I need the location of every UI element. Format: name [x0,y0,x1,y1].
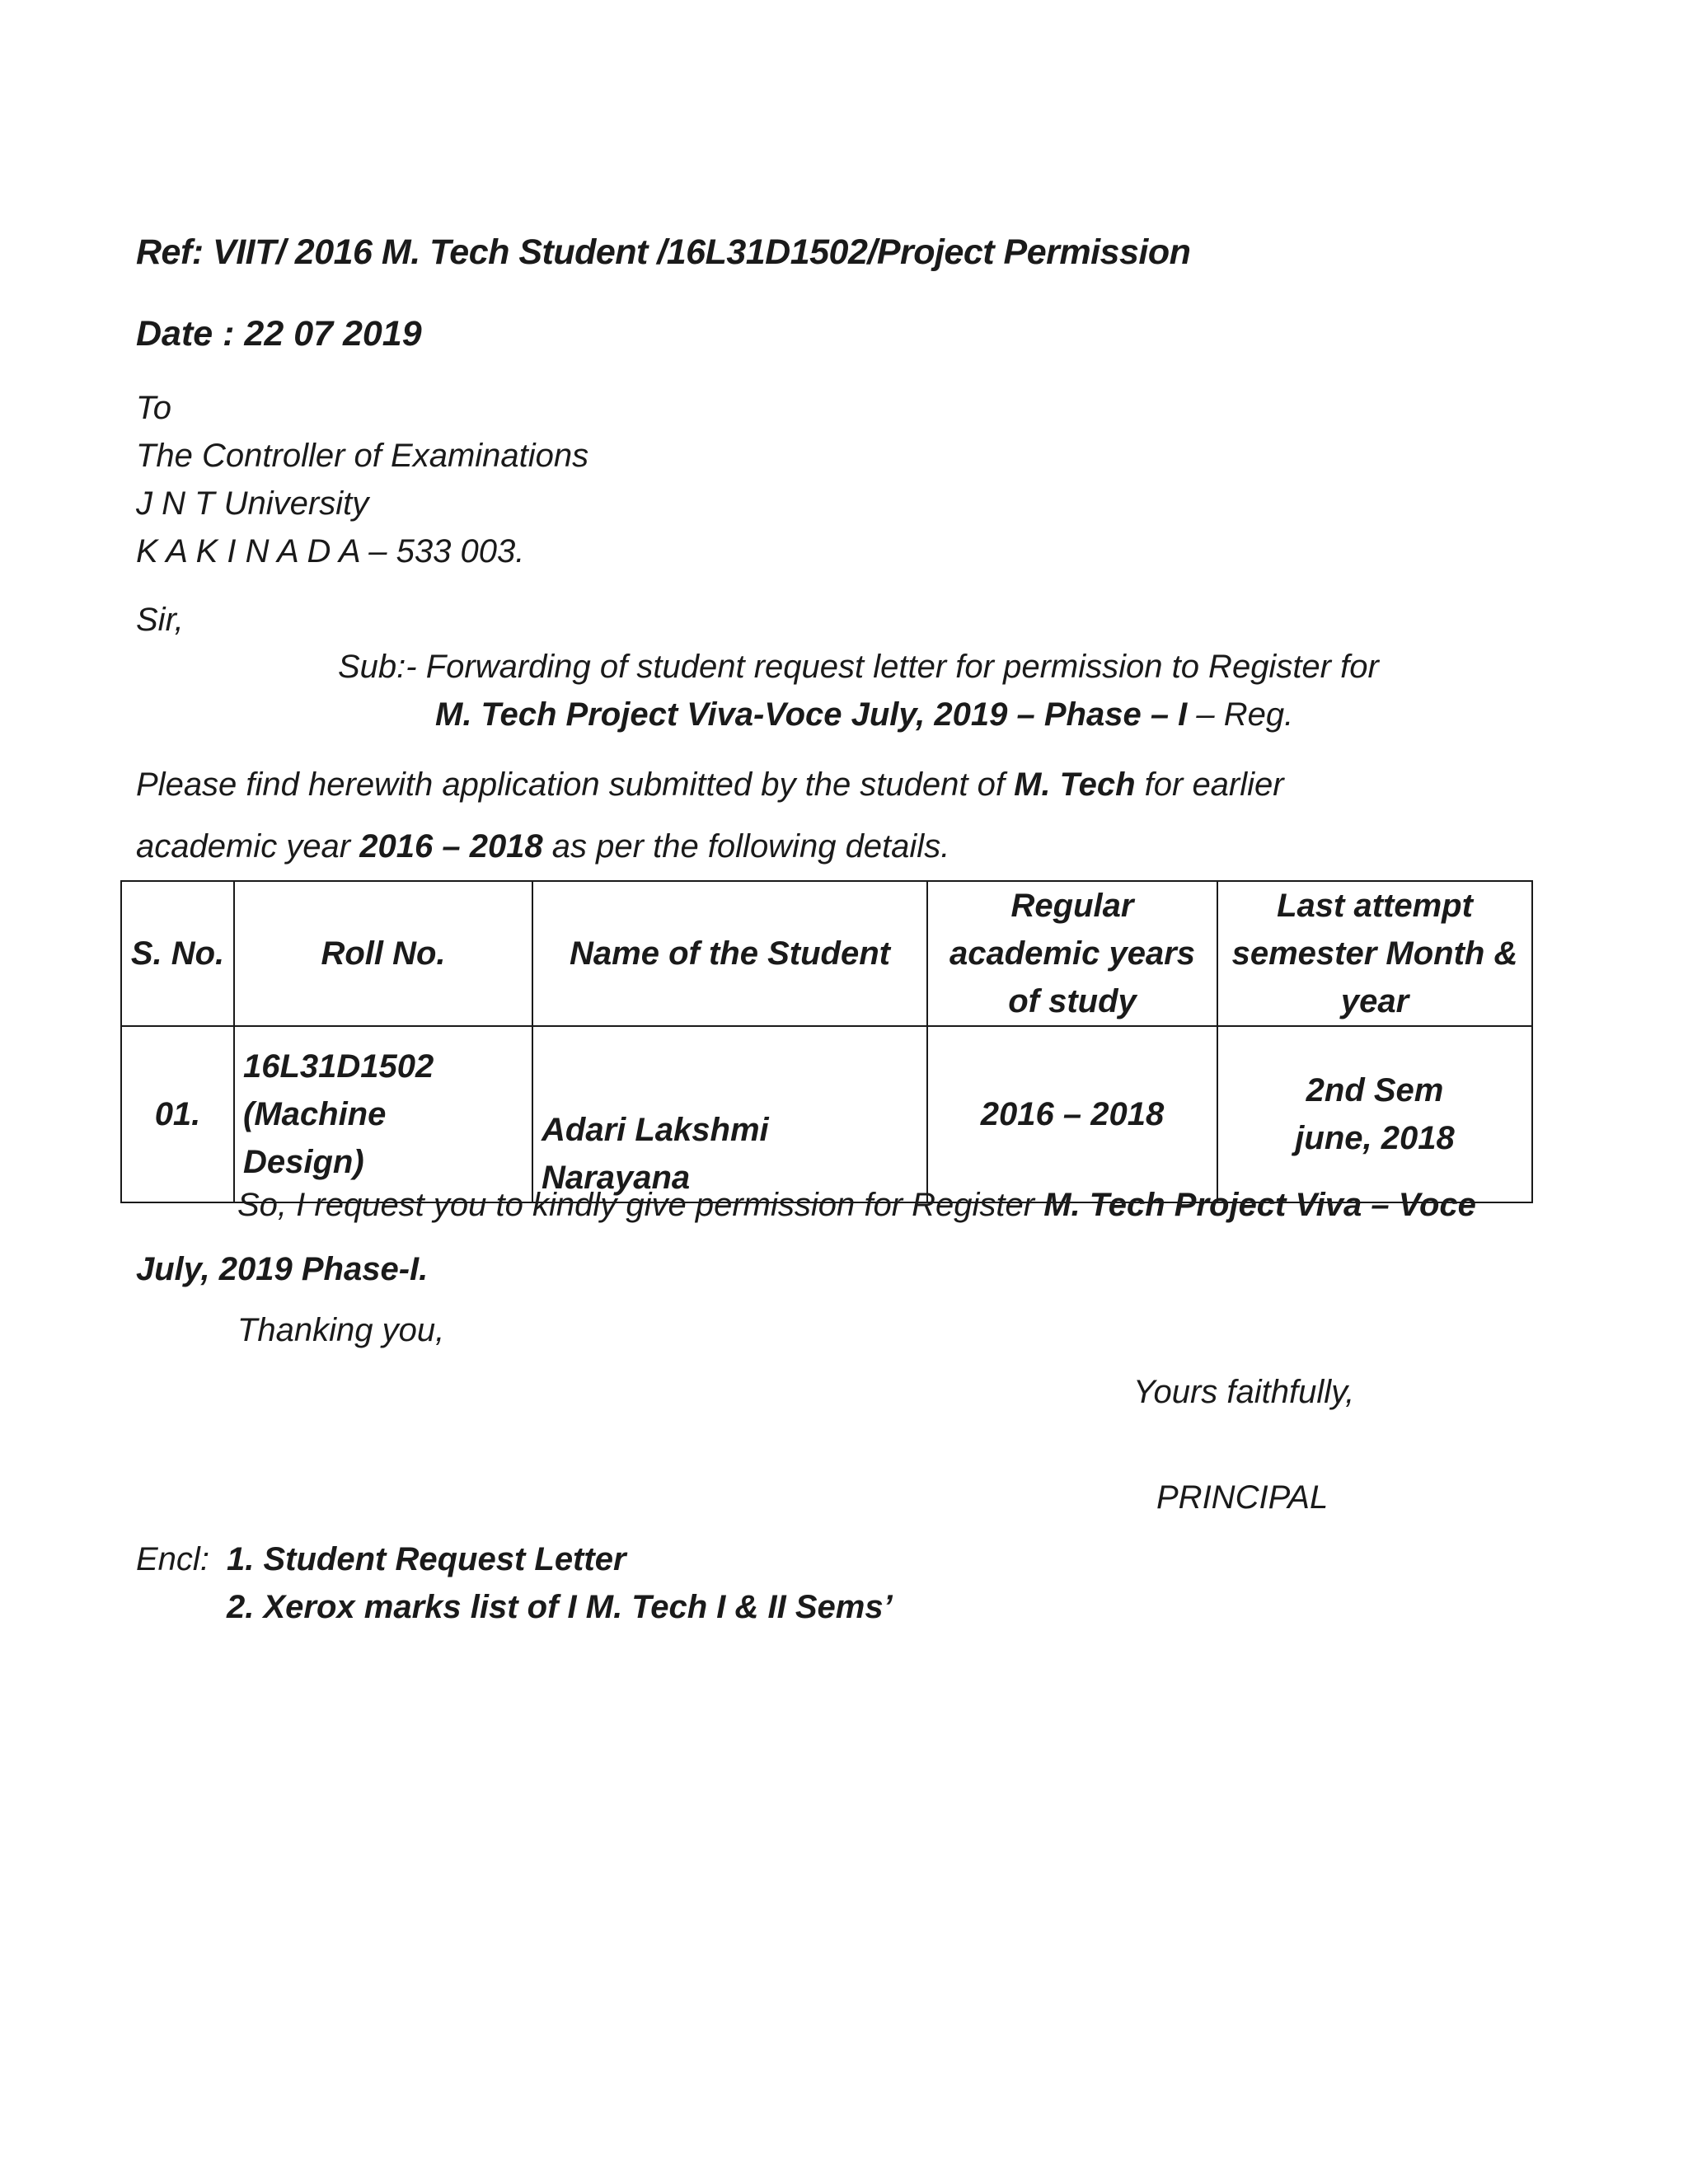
thanking-line: Thanking you, [237,1312,445,1348]
roll-line: 16L31D1502 [243,1048,434,1085]
salutation: Sir, [136,602,184,638]
closing-signoff: Yours faithfully, [1133,1374,1355,1410]
cell-last-attempt [1217,1026,1532,1202]
cell-roll-no [234,1026,532,1202]
enclosure-item-1: 1. Student Request Letter [227,1541,626,1577]
letter-date: Date : 22 07 2019 [136,314,422,354]
reference-line: Ref: VIIT/ 2016 M. Tech Student /16L31D1502/Project Permission [136,232,1191,272]
subject-line-2 [435,696,1293,733]
header-academic-years: Regular academic years of study [927,881,1217,1026]
address-line: The Controller of Examinations [136,438,589,474]
body-bold: 2016 – 2018 [359,828,543,865]
last-attempt-line: 2nd Sem [1306,1072,1444,1108]
student-details-table [120,880,1533,1203]
address-line: K A K I N A D A – 533 003. [136,533,525,569]
body-paragraph [136,754,1284,878]
subject-bold: M. Tech Project Viva-Voce July, 2019 – Phase – I [435,696,1188,733]
body-line-2 [136,816,1284,878]
recipient-address [136,384,588,575]
table-row [121,1026,1532,1202]
subject-suffix: – Reg. [1187,696,1294,733]
address-line: To [136,390,172,426]
enclosure-item-2: 2. Xerox marks list of I M. Tech I & II Sems’ [227,1589,893,1625]
body-bold: M. Tech [1014,766,1136,803]
header-sno: S. No. [121,881,234,1026]
request-line-1 [237,1187,1476,1224]
subject-line-1: Sub:- Forwarding of student request letter for permission to Register for [338,649,1379,685]
request-text: So, I request you to kindly give permission for Register [237,1187,1044,1223]
name-line: Adari Lakshmi [542,1112,769,1148]
body-text: academic year [136,828,360,865]
body-line-1 [136,754,1284,816]
name-line: Narayana [542,1160,691,1196]
roll-line: Design) [243,1144,364,1180]
body-text: Please find herewith application submitted by the student of [136,766,1015,803]
request-line-2: July, 2019 Phase-I. [136,1251,429,1287]
address-line: J N T University [136,485,369,522]
body-text: as per the following details. [542,828,950,865]
table-header-row [121,881,1532,1026]
header-student-name: Name of the Student [532,881,927,1026]
enclosure-label: Encl: [136,1541,209,1577]
body-text: for earlier [1135,766,1284,803]
cell-student-name [532,1026,927,1202]
request-bold: M. Tech Project Viva – Voce [1043,1187,1476,1223]
cell-academic-years: 2016 – 2018 [927,1026,1217,1202]
last-attempt-line: june, 2018 [1295,1120,1455,1156]
header-roll-no: Roll No. [234,881,532,1026]
signatory-title: PRINCIPAL [1156,1479,1329,1516]
header-last-attempt: Last attempt semester Month & year [1217,881,1532,1026]
cell-sno: 01. [121,1026,234,1202]
roll-line: (Machine [243,1096,387,1132]
